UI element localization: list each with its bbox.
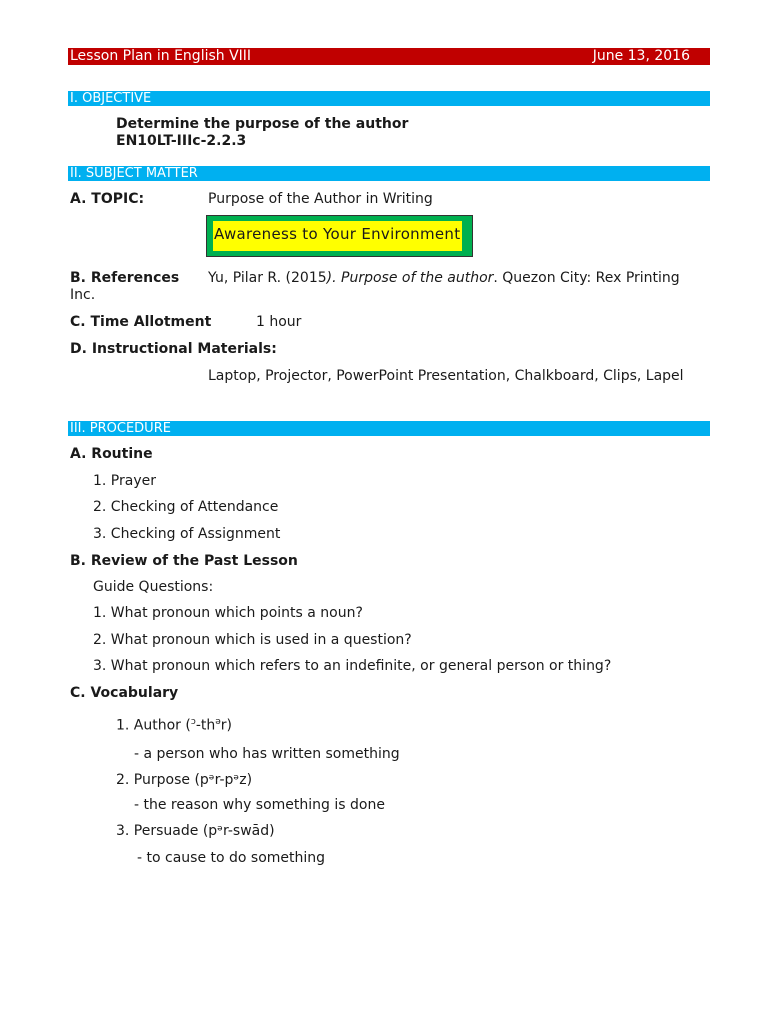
time-allotment-label: C. Time Allotment (70, 314, 212, 330)
guide-question: 1. What pronoun which points a noun? (93, 605, 363, 621)
highlight-inner (213, 221, 462, 251)
objective-heading-bar (68, 91, 710, 106)
vocab-term-sup: ə (215, 717, 221, 727)
references-title: ). Purpose of the author (326, 270, 494, 286)
guide-question: 3. What pronoun which refers to an indefinite, or general person or thing? (93, 658, 612, 674)
references-label: B. References (70, 270, 180, 286)
vocab-term-part: 1. Author ( (116, 717, 191, 734)
routine-item: 3. Checking of Assignment (93, 526, 281, 542)
highlight-box (206, 215, 473, 257)
vocab-term-author (116, 717, 232, 734)
references-publisher: . Quezon City: Rex Printing (493, 270, 680, 286)
lesson-date: June 13, 2016 (592, 48, 690, 64)
references-author: Yu, Pilar R. (2015 (208, 270, 327, 286)
vocab-term-persuade: 3. Persuade (pᵊr-swād) (116, 823, 275, 839)
vocab-term-purpose: 2. Purpose (pᵊr-pᵊz) (116, 772, 253, 788)
topic-value: Purpose of the Author in Writing (208, 191, 433, 207)
vocab-term-sup: ɔ (190, 717, 196, 727)
vocab-definition: - to cause to do something (137, 850, 326, 866)
objective-heading: I. OBJECTIVE (70, 91, 152, 106)
vocabulary-label: C. Vocabulary (70, 685, 179, 701)
routine-item: 1. Prayer (93, 473, 156, 489)
guide-questions-label: Guide Questions: (93, 579, 214, 595)
materials-label: D. Instructional Materials: (70, 341, 277, 357)
vocab-definition: - the reason why something is done (134, 797, 385, 813)
subject-matter-heading: II. SUBJECT MATTER (70, 166, 198, 181)
procedure-heading-bar (68, 421, 710, 436)
time-allotment-value: 1 hour (256, 314, 302, 330)
materials-value: Laptop, Projector, PowerPoint Presentation, Chalkboard, Clips, Lapel (208, 368, 684, 384)
subject-matter-heading-bar (68, 166, 710, 181)
objective-line-1: Determine the purpose of the author (116, 116, 409, 132)
objective-line-2: EN10LT-IIIc-2.2.3 (116, 133, 247, 149)
routine-label: A. Routine (70, 446, 153, 462)
header-bar (68, 48, 710, 65)
vocab-term-part: r) (220, 717, 232, 734)
topic-label: A. TOPIC: (70, 191, 145, 207)
review-label: B. Review of the Past Lesson (70, 553, 298, 569)
guide-question: 2. What pronoun which is used in a question? (93, 632, 412, 648)
references-value (208, 270, 680, 286)
procedure-heading: III. PROCEDURE (70, 421, 171, 436)
references-continuation: Inc. (70, 287, 96, 303)
highlight-text: Awareness to Your Environment (214, 225, 461, 243)
lesson-title: Lesson Plan in English VIII (70, 48, 252, 64)
vocab-definition: - a person who has written something (134, 746, 400, 762)
vocab-term-part: -th (195, 717, 216, 734)
routine-item: 2. Checking of Attendance (93, 499, 279, 515)
